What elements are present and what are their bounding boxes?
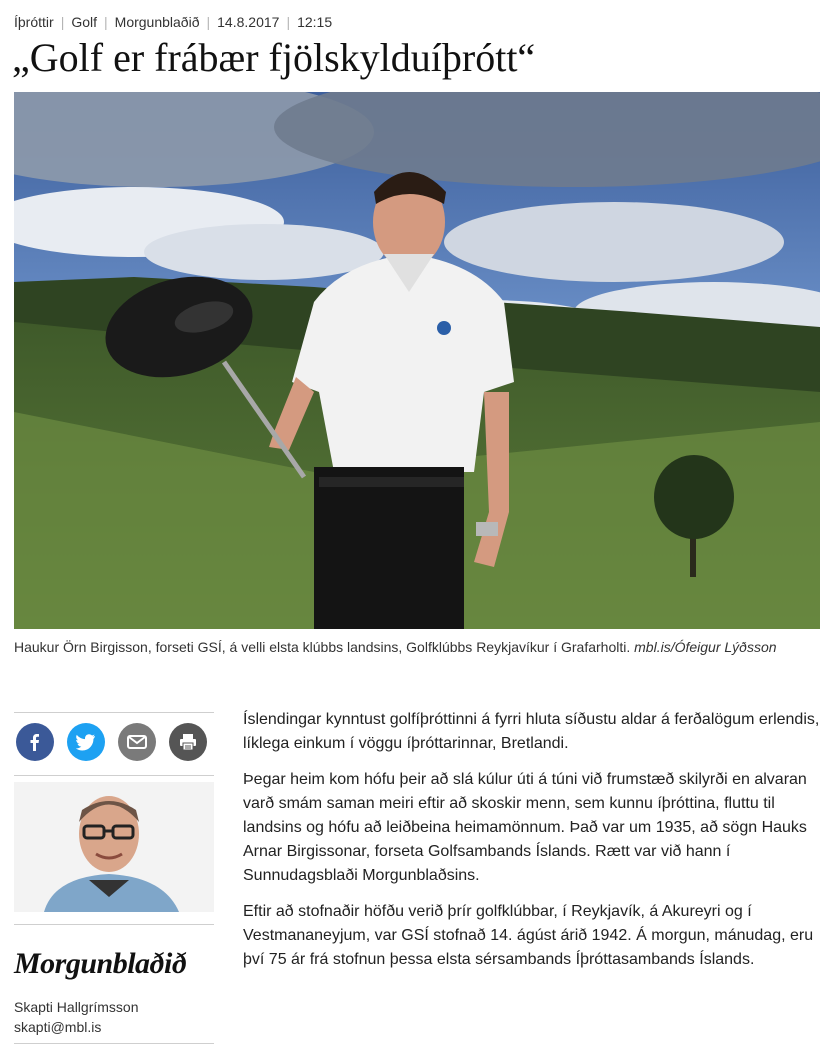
golfer-photo-illustration bbox=[14, 92, 820, 629]
facebook-icon bbox=[26, 733, 44, 751]
email-share-button[interactable] bbox=[118, 723, 156, 761]
breadcrumb-subcategory-link[interactable]: Golf bbox=[71, 14, 98, 30]
sidebar-divider bbox=[14, 924, 214, 925]
breadcrumb-time: 12:15 bbox=[297, 14, 333, 30]
breadcrumb-separator: | bbox=[206, 14, 211, 30]
breadcrumb-source: Morgunblaðið bbox=[114, 14, 200, 30]
breadcrumb-category-link[interactable]: Íþróttir bbox=[14, 14, 54, 30]
photo-credit: mbl.is/Ófeigur Lýðsson bbox=[634, 639, 777, 655]
twitter-share-button[interactable] bbox=[67, 723, 105, 761]
photo-caption bbox=[14, 637, 820, 658]
article-sidebar bbox=[14, 712, 214, 1044]
sidebar-divider bbox=[14, 775, 214, 776]
breadcrumb-separator: | bbox=[286, 14, 291, 30]
facebook-share-button[interactable] bbox=[16, 723, 54, 761]
twitter-icon bbox=[76, 733, 96, 751]
breadcrumb-date: 14.8.2017 bbox=[217, 14, 280, 30]
author-email-link[interactable]: skapti@mbl.is bbox=[14, 1019, 102, 1035]
article-paragraph: Íslendingar kynntust golfíþróttinni á fyrri hluta síðustu aldar á ferðalögum erlendis, líklega einkum í vöggu íþróttarinnar, Bretlandi. bbox=[243, 711, 820, 752]
article-paragraph: Þegar heim kom hófu þeir að slá kúlur úti á túni við frumstæð skilyrði en alvaran varð smám saman meiri eftir að skoskir menn, sem kunnu íþróttina, fluttu til landsins og hófu að leiðbeina heimamönnum. Það var um 1935, að sögn Hauks Arnar Birgissonar, forseta Golfsambands Íslands. Rætt var við hann í Sunnudagsblaði Morgunblaðsins. bbox=[243, 771, 807, 884]
author-portrait-illustration bbox=[14, 782, 214, 912]
author-avatar[interactable] bbox=[14, 782, 214, 912]
print-icon bbox=[178, 732, 198, 752]
author-name: Skapti Hallgrímsson bbox=[14, 999, 139, 1015]
breadcrumb-separator: | bbox=[60, 14, 65, 30]
breadcrumb bbox=[14, 14, 332, 30]
photo-caption-text: Haukur Örn Birgisson, forseti GSÍ, á velli elsta klúbbs landsins, Golfklúbbs Reykjavíkur í Grafarholti. bbox=[14, 639, 631, 655]
share-buttons bbox=[14, 713, 214, 775]
breadcrumb-separator: | bbox=[104, 14, 108, 30]
page-title: „Golf er frábær fjölskylduíþrótt“ bbox=[12, 35, 536, 80]
email-icon bbox=[127, 734, 147, 750]
morgunbladid-logo[interactable]: Morgunblaðið bbox=[14, 947, 187, 980]
print-button[interactable] bbox=[169, 723, 207, 761]
article-photo[interactable] bbox=[14, 92, 820, 629]
article-body bbox=[243, 708, 820, 984]
article-paragraph: Eftir að stofnaðir höfðu verið þrír golfklúbbar, í Reykjavík, á Akureyri og í Vestmananeyjum, var GSÍ stofnað 14. ágúst árið 1942. Á morgun, mánudag, eru því 75 ár frá stofnun þessa elsta sérsambands Íþróttasambands Íslands. bbox=[243, 903, 814, 968]
